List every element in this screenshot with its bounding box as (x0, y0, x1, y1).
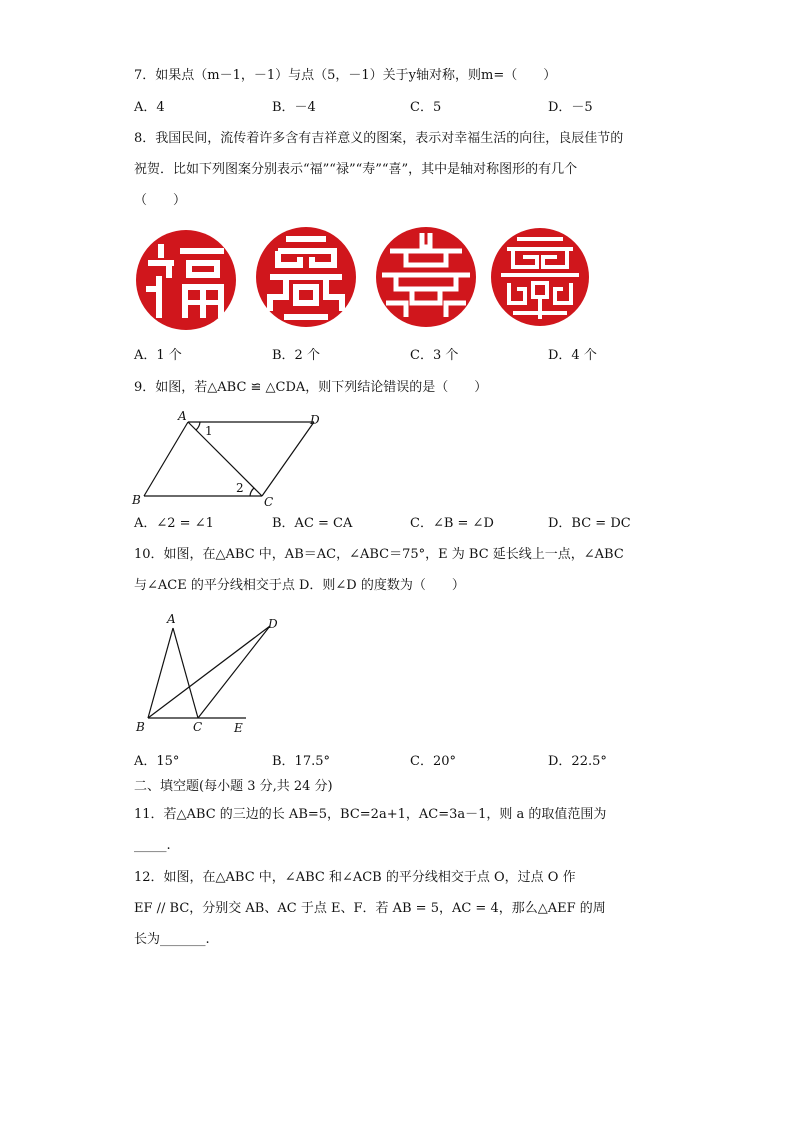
q8-stem-line3: （ ） (134, 193, 187, 208)
q10-option-a: A．15° (134, 754, 180, 769)
q9-option-c: C．∠B = ∠D (410, 516, 494, 531)
q12-stem-line1: 12．如图，在△ABC 中，∠ABC 和∠ACB 的平分线相交于点 O，过点 O 作 (134, 870, 576, 885)
q8-option-b: B．2 个 (272, 348, 320, 363)
q8-stem-line2: 祝贺．比如下列图案分别表示“福”“禄”“寿”“喜”，其中是轴对称图形的有几个 (134, 162, 578, 177)
q8-option-a: A．1 个 (134, 348, 182, 363)
q7-option-d: D．－5 (548, 100, 593, 115)
segment-cd (262, 422, 314, 496)
q12-stem-line2: EF // BC，分别交 AB、AC 于点 E、F．若 AB = 5，AC = 4，那么△AEF 的周 (134, 901, 606, 916)
fu-emblem (136, 230, 236, 330)
segment-ac (188, 422, 262, 496)
q12-stem-line3: 长为_______. (134, 932, 210, 947)
label-angle-1: 1 (205, 424, 213, 438)
angle-1-arc (196, 422, 200, 430)
q9-option-d: D．BC = DC (548, 516, 631, 531)
q8-option-d: D．4 个 (548, 348, 597, 363)
label-b: B (132, 493, 141, 507)
q11-blank: _____. (134, 838, 171, 853)
label-d: D (268, 617, 278, 631)
label-c: C (193, 720, 203, 734)
shou-emblem (376, 227, 476, 327)
q10-option-c: C．20° (410, 754, 456, 769)
q9-stem: 9．如图，若△ABC ≌ △CDA，则下列结论错误的是（ ） (134, 380, 488, 395)
lu-emblem (256, 227, 356, 327)
label-e: E (234, 721, 243, 735)
label-angle-2: 2 (236, 481, 244, 495)
q8-option-c: C．3 个 (410, 348, 459, 363)
q7-option-a: A．4 (134, 100, 165, 115)
label-b: B (136, 720, 145, 734)
section-2-title: 二、填空题(每小题 3 分,共 24 分) (134, 779, 333, 794)
q10-option-d: D．22.5° (548, 754, 607, 769)
label-d: D (310, 413, 320, 427)
q10-triangle-figure (132, 610, 282, 738)
q7-option-b: B．－4 (272, 100, 316, 115)
q11-stem: 11．若△ABC 的三边的长 AB=5，BC=2a+1，AC=3a－1，则 a 的取值范围为 (134, 807, 607, 822)
segment-ac (173, 628, 198, 718)
q7-stem: 7．如果点（m－1，－1）与点（5，－1）关于y轴对称，则m=（ ） (134, 68, 557, 83)
label-a: A (178, 409, 187, 423)
q9-option-a: A．∠2 = ∠1 (134, 516, 214, 531)
segment-ab (148, 628, 173, 718)
q9-option-b: B．AC = CA (272, 516, 353, 531)
q10-option-b: B．17.5° (272, 754, 330, 769)
label-c: C (264, 495, 274, 509)
segment-ab (144, 422, 188, 496)
xi-emblem (491, 227, 589, 327)
angle-2-arc (250, 488, 254, 496)
q9-parallelogram-figure (128, 404, 338, 508)
q7-option-c: C．5 (410, 100, 442, 115)
label-a: A (167, 612, 176, 626)
q10-stem-line1: 10．如图，在△ABC 中，AB＝AC，∠ABC＝75°，E 为 BC 延长线上一点，∠ABC (134, 547, 624, 562)
q10-stem-line2: 与∠ACE 的平分线相交于点 D．则∠D 的度数为（ ） (134, 578, 465, 593)
q8-stem-line1: 8．我国民间，流传着许多含有吉祥意义的图案，表示对幸福生活的向往，良辰佳节的 (134, 131, 624, 146)
